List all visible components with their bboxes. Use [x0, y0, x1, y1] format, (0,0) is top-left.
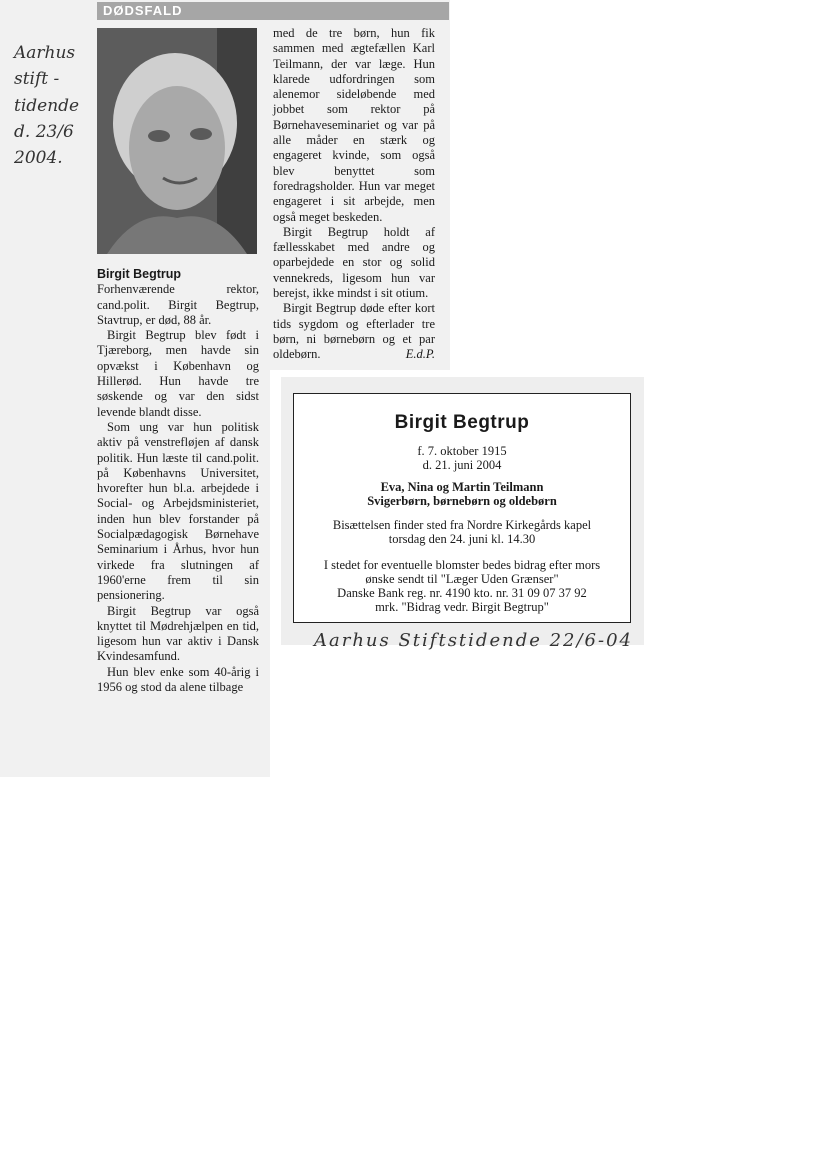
donation-line: mrk. "Bidrag vedr. Birgit Begtrup" [375, 600, 549, 614]
author-signature: E.d.P. [405, 347, 435, 362]
obituary-paragraph: Birgit Begtrup holdt af fællesskabet med andre og oparbejdede en stor og solid vennekreds, ligesom hun var berejst, ikke mindst i sit otium. [273, 224, 435, 301]
hand-line: stift - [14, 69, 60, 90]
handwritten-note-bottom: Aarhus Stiftstidende 22/6-04 [314, 630, 633, 651]
hand-line: d. 23/6 [14, 122, 74, 143]
obituary-paragraph [273, 301, 435, 362]
donation-line: Danske Bank reg. nr. 4190 kto. nr. 31 09 07 37 92 [337, 586, 587, 600]
funeral-line: Bisættelsen finder sted fra Nordre Kirkegårds kapel [332, 518, 592, 532]
obituary-paragraph-text: Birgit Begtrup døde efter kort tids sygdom og efterlader tre børn, ni børnebørn og et par oldebørn. [273, 301, 435, 362]
obituary-paragraph: Birgit Begtrup blev født i Tjæreborg, men havde sin opvækst i København og Hillerød. Hun havde tre søskende og var den sidst levende blandt disse. [97, 328, 259, 419]
obituary-paragraph: Forhenværende rektor, cand.polit. Birgit Begtrup, Stavtrup, er død, 88 år. [97, 282, 259, 327]
donation-line: I stedet for eventuelle blomster bedes bidrag efter mors [323, 558, 601, 572]
obituary-paragraph: Som ung var hun politisk aktiv på venstrefløjen af dansk politik. Hun læste til cand.polit. på Københavns Universitet, hvorefter hun bl.a. arbejdede i Social- og Arbejdsministeriet, inden hun blev forstander på Socialpædagogisk Børnehave Seminarium i Århus, hvor hun virkede fra slutningen af 1960'erne frem til sin pensionering. [97, 419, 259, 603]
section-header [97, 2, 449, 20]
portrait-photo [97, 28, 257, 254]
funeral-line: torsdag den 24. juni kl. 14.30 [388, 532, 536, 546]
obituary-column-2 [273, 26, 435, 363]
notice-funeral [294, 518, 630, 546]
handwritten-note-left [14, 40, 94, 172]
family-line: Svigerbørn, børnebørn og oldebørn [367, 494, 557, 508]
notice-name: Birgit Begtrup [394, 412, 530, 433]
hand-line: 2004. [14, 148, 63, 169]
notice-family [294, 480, 630, 508]
hand-line: tidende [14, 95, 80, 116]
notice-donation [294, 558, 630, 614]
section-label: DØDSFALD [103, 3, 183, 18]
notice-dates [294, 444, 630, 472]
obituary-paragraph: Birgit Begtrup var også knyttet til Mødrehjælpen en tid, ligesom hun var aktiv i Dansk Kvindesamfund. [97, 603, 259, 664]
death-date: d. 21. juni 2004 [422, 458, 502, 472]
birth-date: f. 7. oktober 1915 [417, 444, 507, 458]
family-line: Eva, Nina og Martin Teilmann [380, 480, 544, 494]
obituary-column-1 [97, 267, 259, 695]
hand-line: Aarhus [14, 43, 76, 63]
death-notice [293, 393, 631, 623]
obituary-paragraph: med de tre børn, hun fik sammen med ægtefællen Karl Teilmann, der var læge. Hun klarede udfordringen som alenemor sideløbende med jobbet som rektor på Børnehaveseminariet og var på alle måder en stærk og engageret kvinde, som også blev benyttet som foredragsholder. Hun var meget engageret i sit arbejde, men også meget beskeden. [273, 26, 435, 224]
donation-line: ønske sendt til "Læger Uden Grænser" [365, 572, 559, 586]
obituary-name: Birgit Begtrup [97, 267, 182, 281]
obituary-paragraph: Hun blev enke som 40-årig i 1956 og stod da alene tilbage [97, 664, 259, 695]
